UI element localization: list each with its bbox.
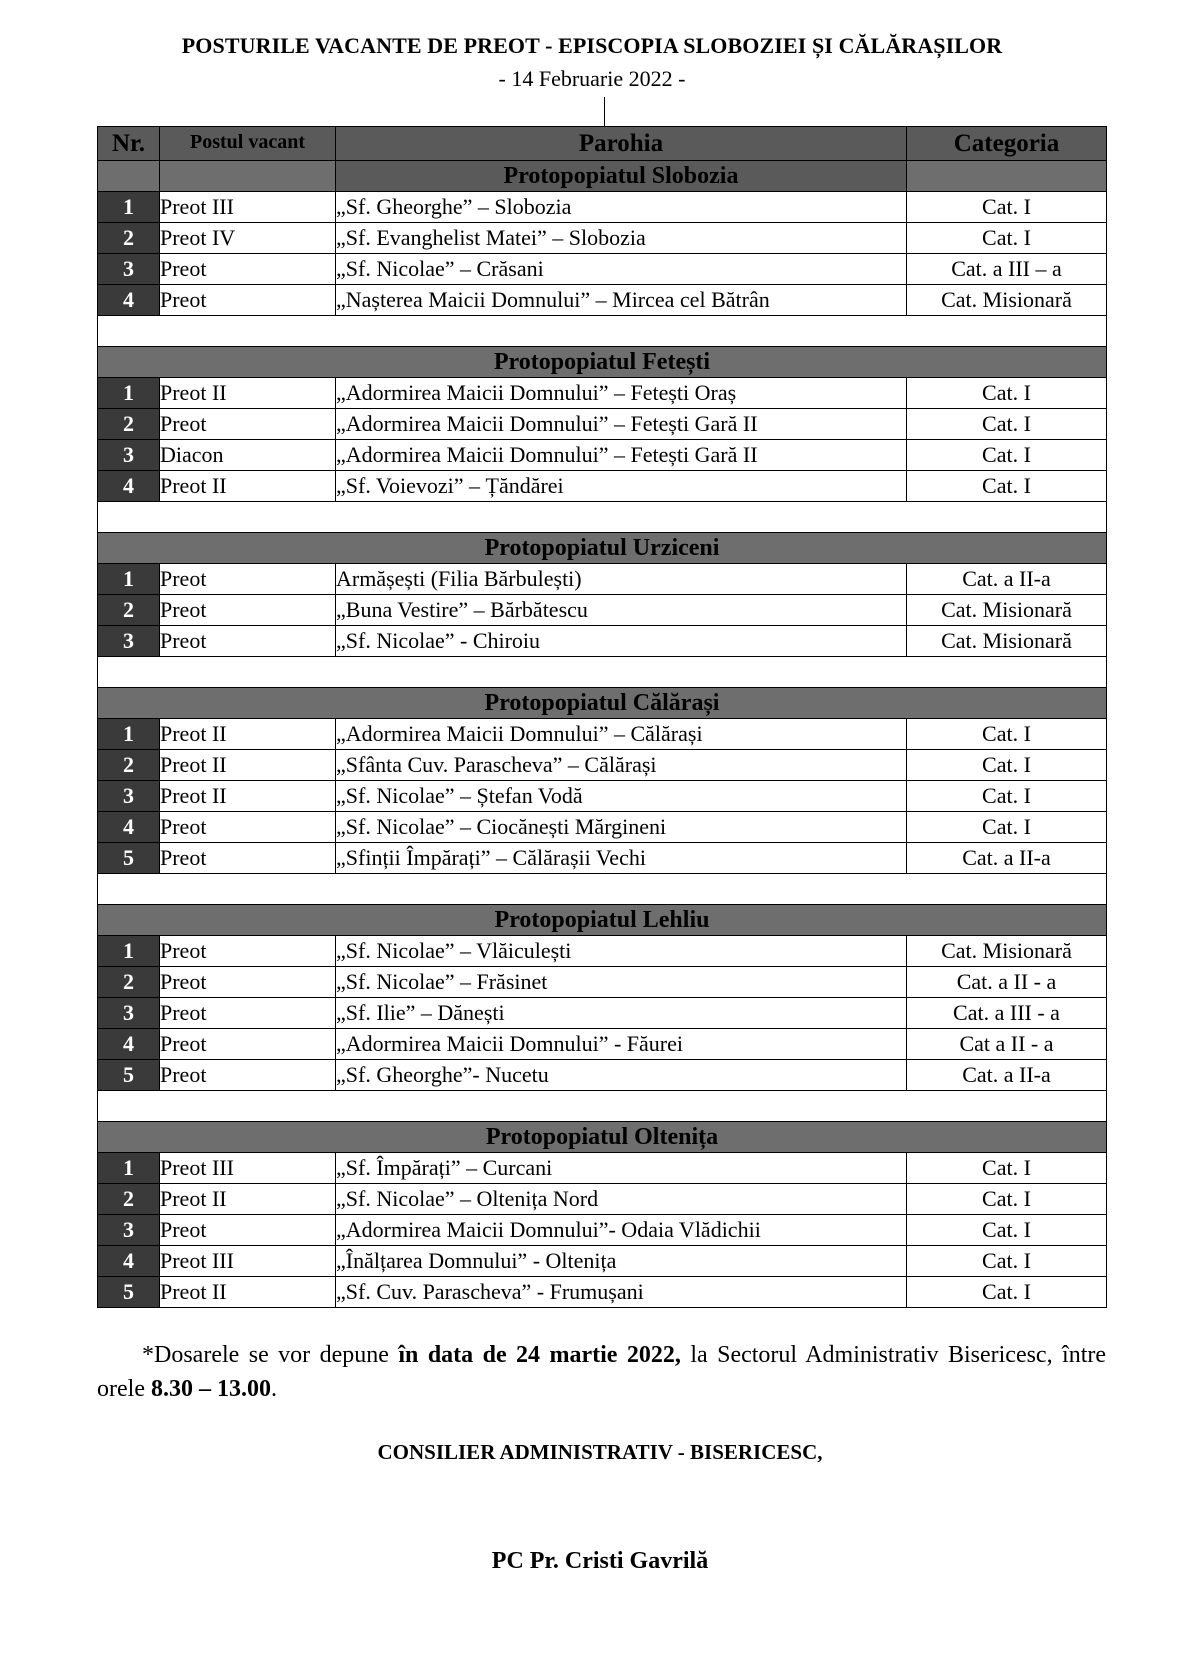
post-title: Preot — [160, 254, 336, 285]
row-number: 2 — [98, 750, 160, 781]
parish-category: Cat. I — [907, 378, 1107, 409]
parish-category: Cat. Misionară — [907, 626, 1107, 657]
parish-name: „Sf. Nicolae” – Ștefan Vodă — [336, 781, 907, 812]
row-number: 5 — [98, 1060, 160, 1091]
spacer-row — [98, 874, 1107, 905]
header-parish: Parohia — [336, 127, 907, 161]
section-header-row — [98, 1122, 1107, 1153]
post-title: Preot — [160, 409, 336, 440]
row-number: 1 — [98, 564, 160, 595]
row-number: 4 — [98, 471, 160, 502]
parish-category: Cat. a II-a — [907, 564, 1107, 595]
document-title: POSTURILE VACANTE DE PREOT - EPISCOPIA SLOBOZIEI ȘI CĂLĂRAȘILOR — [181, 33, 1003, 58]
section-header-row — [98, 347, 1107, 378]
table-row — [98, 1060, 1107, 1091]
section-title: Protopopiatul Slobozia — [336, 161, 907, 192]
parish-name: Armășești (Filia Bărbulești) — [336, 564, 907, 595]
parish-name: „Sf. Nicolae” – Vlăiculești — [336, 936, 907, 967]
section-blank-cell — [907, 161, 1107, 192]
post-title: Diacon — [160, 440, 336, 471]
post-title: Preot II — [160, 378, 336, 409]
row-number: 2 — [98, 409, 160, 440]
table-row — [98, 812, 1107, 843]
row-number: 3 — [98, 254, 160, 285]
note-date: în data de 24 martie 2022, — [398, 1342, 681, 1368]
post-title: Preot — [160, 626, 336, 657]
row-number: 1 — [98, 936, 160, 967]
parish-name: „Adormirea Maicii Domnului” – Fetești Oraș — [336, 378, 907, 409]
parish-name: „Sf. Nicolae” – Frăsinet — [336, 967, 907, 998]
post-title: Preot II — [160, 1277, 336, 1308]
header-nr: Nr. — [98, 127, 160, 161]
table-row — [98, 1215, 1107, 1246]
row-number: 3 — [98, 440, 160, 471]
row-number: 5 — [98, 1277, 160, 1308]
post-title: Preot — [160, 843, 336, 874]
parish-category: Cat. I — [907, 781, 1107, 812]
parish-name: „Sf. Ilie” – Dănești — [336, 998, 907, 1029]
parish-name: „Buna Vestire” – Bărbătescu — [336, 595, 907, 626]
spacer-row — [98, 502, 1107, 533]
post-title: Preot — [160, 967, 336, 998]
post-title: Preot III — [160, 192, 336, 223]
spacer-cell — [98, 874, 1107, 905]
vacancies-table-body — [98, 127, 1107, 1308]
table-row — [98, 781, 1107, 812]
section-title: Protopopiatul Lehliu — [98, 905, 1107, 936]
parish-name: „Sfinții Împărați” – Călărașii Vechi — [336, 843, 907, 874]
header-post: Postul vacant — [160, 127, 336, 161]
parish-category: Cat. a II-a — [907, 1060, 1107, 1091]
parish-category: Cat. I — [907, 719, 1107, 750]
row-number: 3 — [98, 626, 160, 657]
table-row — [98, 440, 1107, 471]
table-row — [98, 471, 1107, 502]
parish-name: „Sf. Cuv. Parascheva” - Frumușani — [336, 1277, 907, 1308]
spacer-cell — [98, 502, 1107, 533]
table-row — [98, 936, 1107, 967]
post-title: Preot II — [160, 719, 336, 750]
parish-name: „Adormirea Maicii Domnului” - Făurei — [336, 1029, 907, 1060]
parish-name: „Sf. Gheorghe”- Nucetu — [336, 1060, 907, 1091]
document-date: - 14 Februarie 2022 - — [498, 66, 686, 91]
parish-category: Cat. I — [907, 192, 1107, 223]
row-number: 4 — [98, 812, 160, 843]
parish-category: Cat. Misionară — [907, 285, 1107, 316]
parish-category: Cat. I — [907, 1277, 1107, 1308]
parish-name: „Adormirea Maicii Domnului” – Călărași — [336, 719, 907, 750]
parish-category: Cat. I — [907, 1246, 1107, 1277]
table-row — [98, 750, 1107, 781]
row-number: 3 — [98, 998, 160, 1029]
post-title: Preot — [160, 936, 336, 967]
post-title: Preot II — [160, 471, 336, 502]
parish-category: Cat. I — [907, 223, 1107, 254]
table-row — [98, 719, 1107, 750]
section-title: Protopopiatul Oltenița — [98, 1122, 1107, 1153]
post-title: Preot — [160, 285, 336, 316]
section-header-row — [98, 533, 1107, 564]
post-title: Preot — [160, 564, 336, 595]
table-row — [98, 595, 1107, 626]
parish-name: „Nașterea Maicii Domnului” – Mircea cel Bătrân — [336, 285, 907, 316]
row-number: 1 — [98, 1153, 160, 1184]
spacer-row — [98, 316, 1107, 347]
row-number: 1 — [98, 192, 160, 223]
section-header-row — [98, 161, 1107, 192]
post-title: Preot III — [160, 1246, 336, 1277]
post-title: Preot — [160, 1215, 336, 1246]
row-number: 3 — [98, 1215, 160, 1246]
table-row — [98, 223, 1107, 254]
parish-name: „Adormirea Maicii Domnului”- Odaia Vlădichii — [336, 1215, 907, 1246]
parish-category: Cat. a III – a — [907, 254, 1107, 285]
note-text-3: . — [270, 1376, 277, 1402]
section-title: Protopopiatul Fetești — [98, 347, 1107, 378]
row-number: 5 — [98, 843, 160, 874]
post-title: Preot — [160, 998, 336, 1029]
parish-category: Cat. I — [907, 750, 1107, 781]
table-row — [98, 254, 1107, 285]
section-blank-cell — [160, 161, 336, 192]
post-title: Preot II — [160, 1184, 336, 1215]
section-header-row — [98, 688, 1107, 719]
parish-category: Cat. a II-a — [907, 843, 1107, 874]
table-row — [98, 1029, 1107, 1060]
parish-category: Cat. I — [907, 812, 1107, 843]
parish-name: „Sfânta Cuv. Parascheva” – Călărași — [336, 750, 907, 781]
spacer-cell — [98, 657, 1107, 688]
signature-role: CONSILIER ADMINISTRATIV - BISERICESC, — [377, 1440, 823, 1464]
submission-note — [97, 1338, 1106, 1406]
parish-category: Cat. I — [907, 409, 1107, 440]
signature-name: PC Pr. Cristi Gavrilă — [491, 1548, 709, 1574]
parish-category: Cat. I — [907, 471, 1107, 502]
row-number: 4 — [98, 1029, 160, 1060]
post-title: Preot II — [160, 781, 336, 812]
table-row — [98, 967, 1107, 998]
parish-category: Cat. Misionară — [907, 595, 1107, 626]
section-title: Protopopiatul Urziceni — [98, 533, 1107, 564]
post-title: Preot IV — [160, 223, 336, 254]
table-row — [98, 285, 1107, 316]
table-row — [98, 1277, 1107, 1308]
table-row — [98, 192, 1107, 223]
parish-name: „Adormirea Maicii Domnului” – Fetești Gară II — [336, 409, 907, 440]
row-number: 3 — [98, 781, 160, 812]
post-title: Preot II — [160, 750, 336, 781]
table-row — [98, 843, 1107, 874]
row-number: 4 — [98, 285, 160, 316]
parish-name: „Sf. Nicolae” – Ciocănești Mărgineni — [336, 812, 907, 843]
spacer-cell — [98, 316, 1107, 347]
parish-category: Cat. I — [907, 1153, 1107, 1184]
parish-name: „Sf. Evanghelist Matei” – Slobozia — [336, 223, 907, 254]
note-text-1: *Dosarele se vor depune — [142, 1342, 399, 1368]
parish-category: Cat. I — [907, 1184, 1107, 1215]
parish-name: „Înălțarea Domnului” - Oltenița — [336, 1246, 907, 1277]
row-number: 2 — [98, 595, 160, 626]
divider-tick — [604, 97, 605, 127]
note-text-2: la Sectorul Administrativ Bisericesc, între orele — [97, 1342, 1107, 1402]
parish-name: „Sf. Nicolae” – Oltenița Nord — [336, 1184, 907, 1215]
parish-name: „Sf. Nicolae” - Chiroiu — [336, 626, 907, 657]
table-header-row — [98, 127, 1107, 161]
post-title: Preot — [160, 1029, 336, 1060]
post-title: Preot — [160, 595, 336, 626]
post-title: Preot — [160, 812, 336, 843]
section-title: Protopopiatul Călărași — [98, 688, 1107, 719]
post-title: Preot — [160, 1060, 336, 1091]
spacer-row — [98, 657, 1107, 688]
table-row — [98, 378, 1107, 409]
parish-category: Cat. a III - a — [907, 998, 1107, 1029]
parish-category: Cat. Misionară — [907, 936, 1107, 967]
table-row — [98, 1184, 1107, 1215]
table-row — [98, 626, 1107, 657]
note-hours: 8.30 – 13.00 — [150, 1376, 271, 1402]
spacer-cell — [98, 1091, 1107, 1122]
header-category: Categoria — [907, 127, 1107, 161]
table-row — [98, 998, 1107, 1029]
parish-category: Cat. a II - a — [907, 967, 1107, 998]
table-row — [98, 564, 1107, 595]
parish-category: Cat a II - a — [907, 1029, 1107, 1060]
post-title: Preot III — [160, 1153, 336, 1184]
parish-name: „Sf. Nicolae” – Crăsani — [336, 254, 907, 285]
section-header-row — [98, 905, 1107, 936]
table-row — [98, 409, 1107, 440]
vacancies-table — [97, 126, 1107, 1308]
parish-name: „Sf. Împărați” – Curcani — [336, 1153, 907, 1184]
parish-name: „Sf. Gheorghe” – Slobozia — [336, 192, 907, 223]
row-number: 2 — [98, 1184, 160, 1215]
parish-category: Cat. I — [907, 440, 1107, 471]
section-blank-cell — [98, 161, 160, 192]
row-number: 1 — [98, 378, 160, 409]
spacer-row — [98, 1091, 1107, 1122]
parish-category: Cat. I — [907, 1215, 1107, 1246]
table-row — [98, 1153, 1107, 1184]
row-number: 4 — [98, 1246, 160, 1277]
parish-name: „Sf. Voievozi” – Țăndărei — [336, 471, 907, 502]
row-number: 1 — [98, 719, 160, 750]
row-number: 2 — [98, 223, 160, 254]
row-number: 2 — [98, 967, 160, 998]
table-row — [98, 1246, 1107, 1277]
parish-name: „Adormirea Maicii Domnului” – Fetești Gară II — [336, 440, 907, 471]
